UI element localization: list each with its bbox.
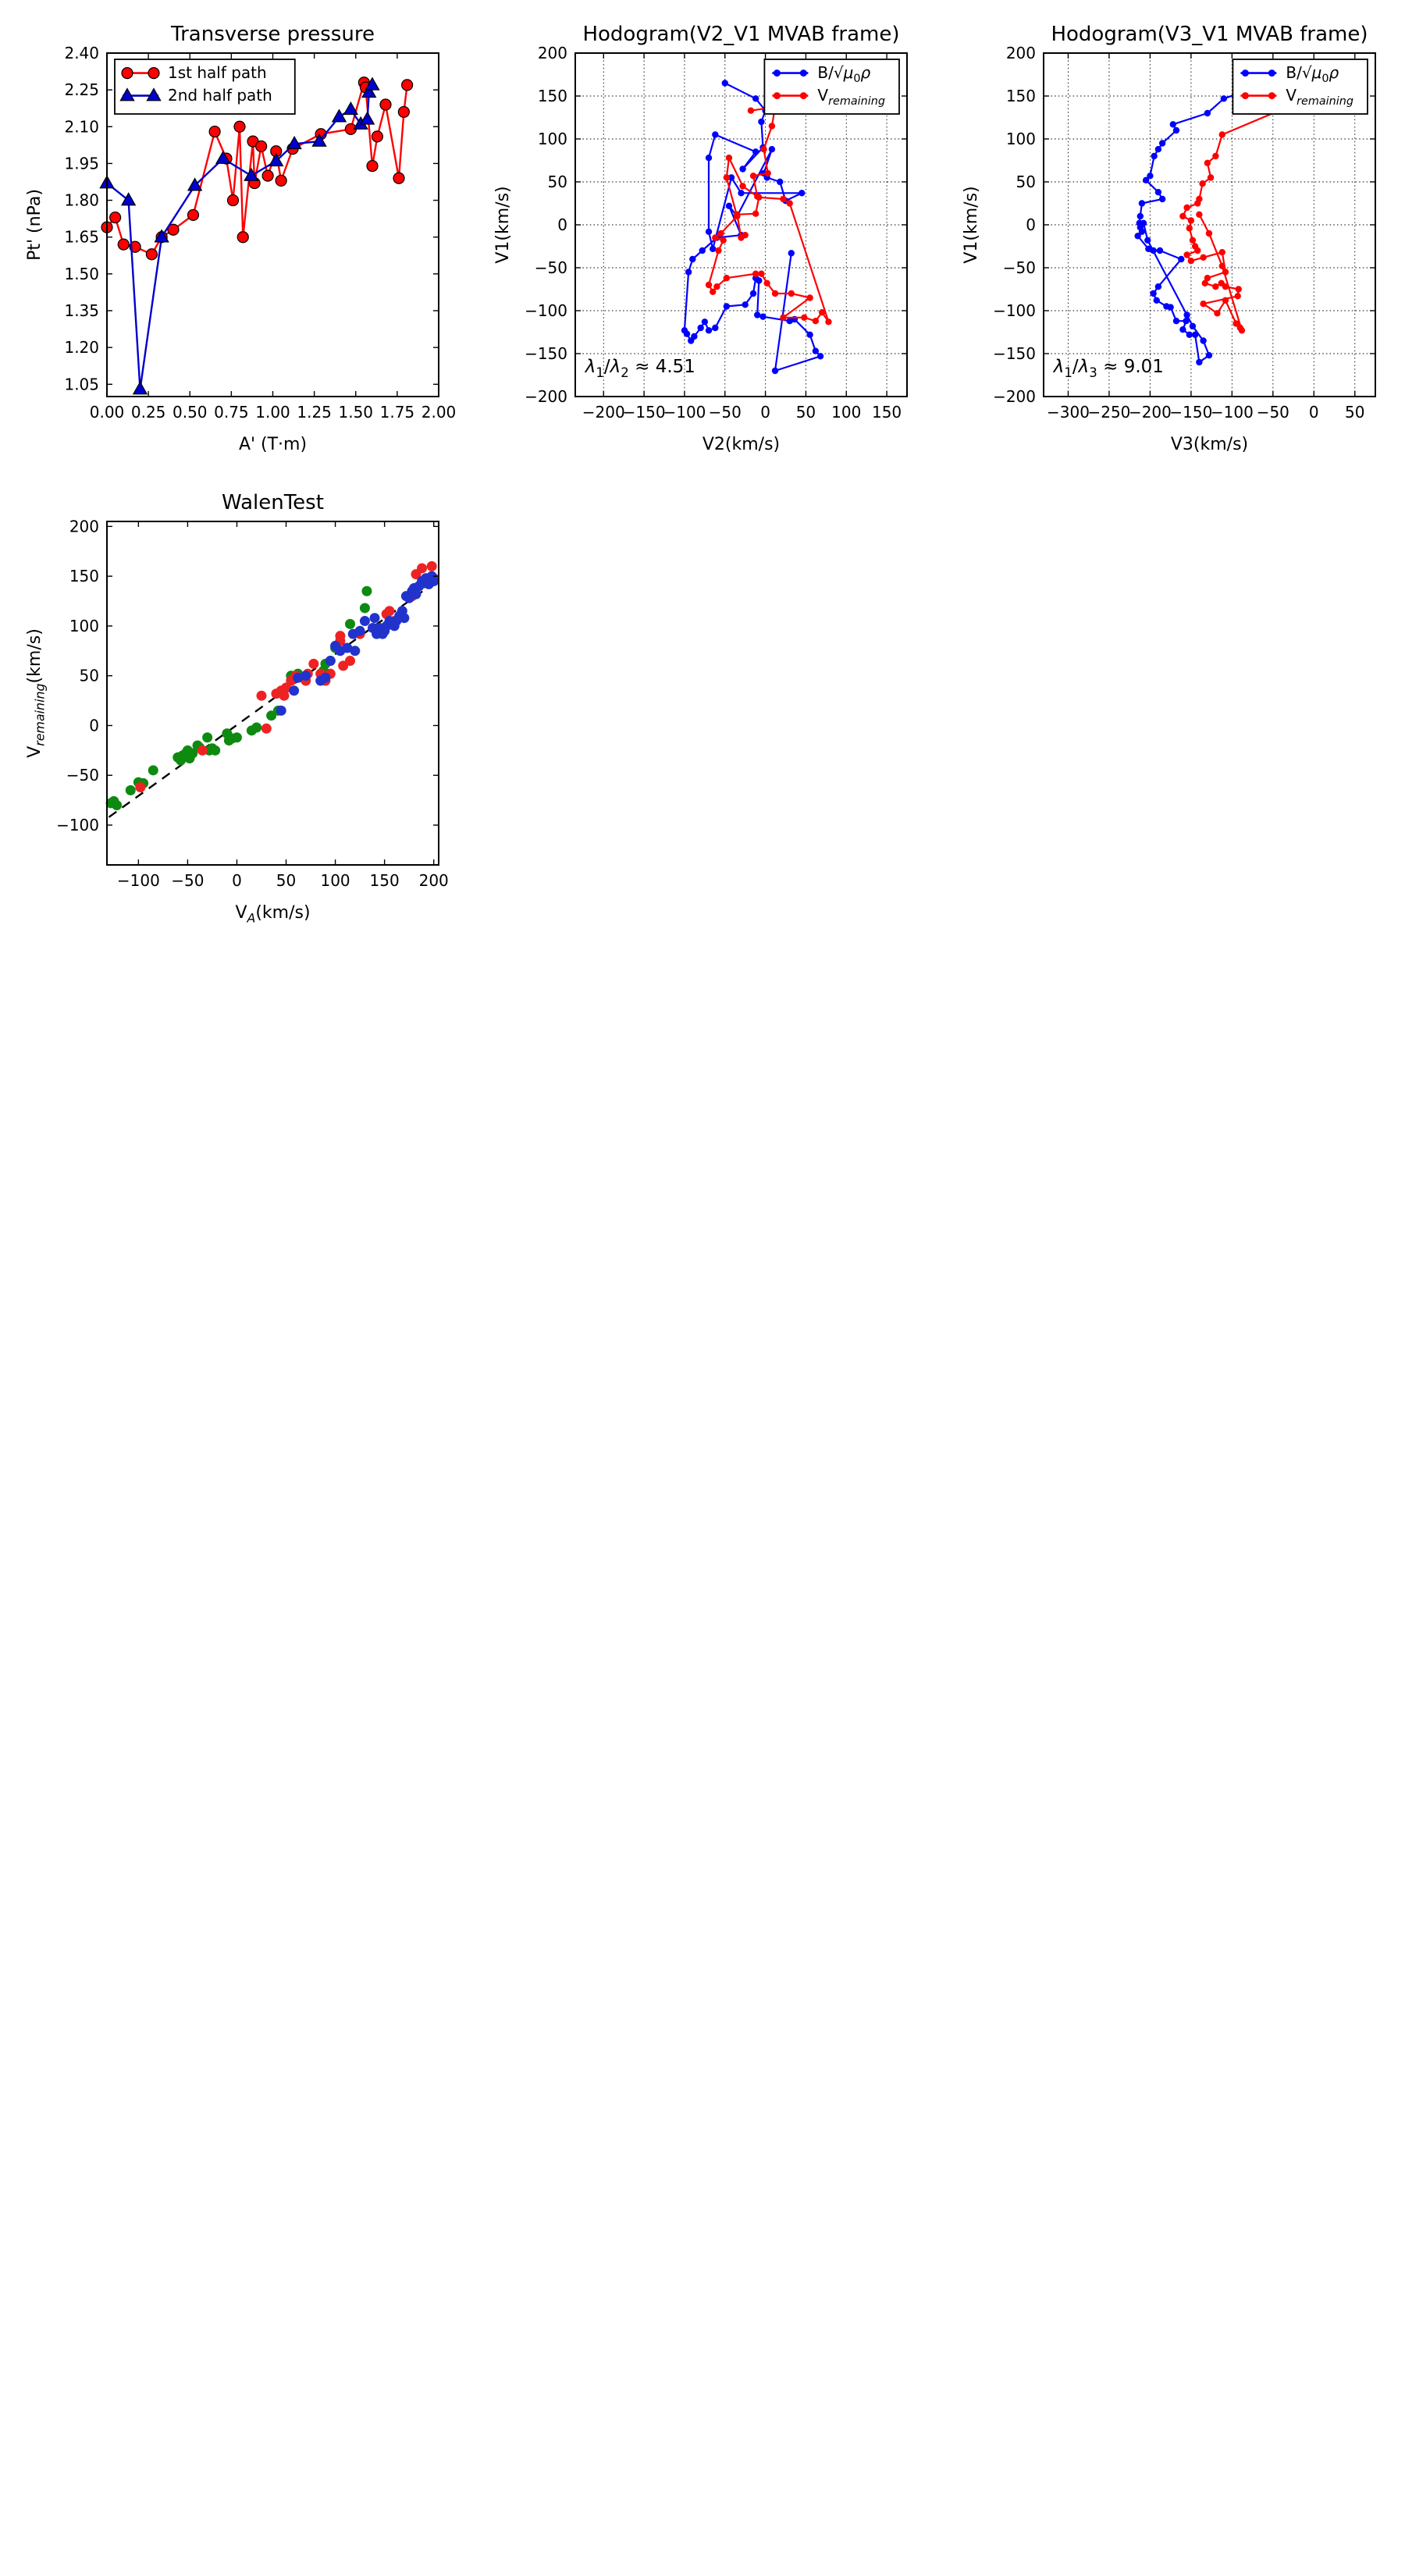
svg-text:A' (T·m): A' (T·m) — [238, 435, 308, 454]
series-B-alfven-markers — [681, 80, 824, 374]
svg-text:V3(km/s): V3(km/s) — [1170, 435, 1249, 454]
svg-text:0.25: 0.25 — [130, 403, 166, 422]
svg-text:100: 100 — [1005, 130, 1036, 148]
chart-hodogram_v2v1_mvab — [478, 6, 934, 471]
svg-text:V1(km/s): V1(km/s) — [493, 186, 513, 264]
svg-text:0.00: 0.00 — [89, 403, 125, 422]
svg-text:V2(km/s): V2(km/s) — [702, 435, 781, 454]
svg-text:100: 100 — [320, 871, 350, 890]
svg-text:2.40: 2.40 — [64, 44, 99, 62]
svg-text:0: 0 — [1308, 403, 1319, 422]
svg-text:V1(km/s): V1(km/s) — [962, 186, 981, 264]
svg-text:50: 50 — [795, 403, 816, 422]
svg-text:2.10: 2.10 — [64, 117, 99, 137]
svg-text:2.25: 2.25 — [64, 80, 99, 100]
series-blue-points-markers — [276, 571, 439, 716]
svg-text:Hodogram(V2_V1 MVAB frame): Hodogram(V2_V1 MVAB frame) — [582, 23, 900, 46]
svg-text:B/√μ0ρ: $B/√\mu_0\rho$ — [817, 63, 871, 86]
svg-text:1.65: 1.65 — [64, 227, 99, 247]
svg-text:150: 150 — [69, 567, 99, 586]
series-green-points-markers — [106, 586, 372, 810]
panel-hodogram-v3v1-mvab — [946, 6, 1403, 471]
svg-text:−200: −200 — [1128, 403, 1172, 422]
svg-text:−100: −100 — [663, 403, 706, 422]
svg-text:50: 50 — [1016, 173, 1036, 191]
svg-text:100: 100 — [537, 130, 567, 148]
svg-text:150: 150 — [369, 871, 400, 890]
legend-hodogram_v3v1_mvab — [1232, 59, 1368, 114]
svg-text:100: 100 — [69, 616, 99, 635]
svg-text:0: 0 — [232, 871, 242, 890]
panel-transverse-pressure — [9, 6, 466, 471]
svg-text:−100: −100 — [993, 301, 1036, 320]
svg-text:0: 0 — [557, 215, 567, 234]
svg-text:Hodogram(V3_V1 MVAB frame): Hodogram(V3_V1 MVAB frame) — [1051, 23, 1368, 46]
svg-text:50: 50 — [547, 173, 567, 191]
panel-hodogram-v2v1-mvab — [478, 6, 934, 471]
svg-text:−150: −150 — [993, 344, 1036, 363]
svg-text:1.25: 1.25 — [297, 403, 332, 422]
svg-text:Vremaining: $V_{remaining}$ — [1286, 86, 1354, 109]
svg-text:1.80: 1.80 — [64, 190, 99, 210]
svg-text:150: 150 — [871, 403, 902, 422]
svg-text:−50: −50 — [66, 766, 99, 785]
svg-text:1.05: 1.05 — [64, 375, 99, 394]
svg-text:50: 50 — [79, 666, 99, 685]
svg-text:Transverse pressure: Transverse pressure — [171, 23, 375, 46]
svg-text:−100: −100 — [1210, 403, 1254, 422]
svg-text:50: 50 — [1345, 403, 1365, 422]
svg-text:0: 0 — [89, 716, 99, 735]
svg-text:−50: −50 — [1256, 403, 1289, 422]
svg-text:−100: −100 — [116, 871, 160, 890]
svg-text:−300: −300 — [1047, 403, 1090, 422]
svg-text:0.50: 0.50 — [172, 403, 208, 422]
svg-text:2nd half path: 2nd half path — [168, 86, 272, 105]
svg-text:λ1/λ2 ≈ 4.51: $\lambda_1/\lambda_2 \approx 4.51$ — [585, 357, 695, 380]
svg-text:−50: −50 — [1002, 258, 1036, 277]
svg-text:Vremaining(km/s): $V_{remaining}(km/s)$ — [25, 628, 48, 758]
legend-transverse_pressure — [115, 59, 295, 114]
svg-text:VA(km/s): $V_A(km/s)$ — [235, 903, 311, 926]
svg-text:Vremaining: $V_{remaining}$ — [817, 86, 886, 109]
svg-text:−200: −200 — [582, 403, 625, 422]
svg-text:0.75: 0.75 — [214, 403, 249, 422]
svg-text:100: 100 — [831, 403, 862, 422]
svg-text:−150: −150 — [622, 403, 666, 422]
svg-text:Pt' (nPa): Pt' (nPa) — [25, 189, 44, 261]
svg-text:−50: −50 — [708, 403, 742, 422]
svg-text:1.50: 1.50 — [64, 264, 99, 283]
svg-text:200: 200 — [69, 517, 99, 536]
svg-text:150: 150 — [1005, 87, 1036, 105]
svg-text:−100: −100 — [56, 815, 99, 834]
svg-text:−150: −150 — [525, 344, 567, 363]
svg-text:1.00: 1.00 — [255, 403, 290, 422]
svg-text:1.95: 1.95 — [64, 154, 99, 173]
svg-text:1.35: 1.35 — [64, 301, 99, 320]
svg-text:1.75: 1.75 — [379, 403, 415, 422]
svg-text:150: 150 — [537, 87, 567, 105]
svg-text:−200: −200 — [993, 387, 1036, 406]
svg-text:0: 0 — [1026, 215, 1036, 234]
svg-text:−50: −50 — [171, 871, 205, 890]
svg-text:200: 200 — [418, 871, 449, 890]
legend-hodogram_v2v1_mvab — [764, 59, 899, 114]
chart-walen_test — [9, 475, 466, 939]
svg-text:1st half path: 1st half path — [168, 63, 267, 83]
svg-text:−50: −50 — [534, 258, 567, 277]
svg-text:WalenTest: WalenTest — [222, 491, 324, 514]
panel-walen-test — [9, 475, 466, 939]
chart-transverse_pressure — [9, 6, 466, 471]
svg-text:1.50: 1.50 — [338, 403, 374, 422]
svg-text:−200: −200 — [525, 387, 567, 406]
svg-text:−150: −150 — [1169, 403, 1213, 422]
svg-text:1.20: 1.20 — [64, 338, 99, 358]
svg-text:λ1/λ3 ≈ 9.01: $\lambda_1/\lambda_3 \approx 9.01$ — [1053, 357, 1164, 380]
series-V-remaining-markers — [1179, 105, 1280, 333]
svg-text:−100: −100 — [525, 301, 567, 320]
svg-text:−250: −250 — [1087, 403, 1131, 422]
svg-text:B/√μ0ρ: $B/√\mu_0\rho$ — [1286, 63, 1339, 86]
svg-text:50: 50 — [276, 871, 297, 890]
svg-text:200: 200 — [1005, 44, 1036, 62]
chart-hodogram_v3v1_mvab — [946, 6, 1403, 471]
svg-text:0: 0 — [760, 403, 770, 422]
svg-text:200: 200 — [537, 44, 567, 62]
svg-text:2.00: 2.00 — [421, 403, 457, 422]
